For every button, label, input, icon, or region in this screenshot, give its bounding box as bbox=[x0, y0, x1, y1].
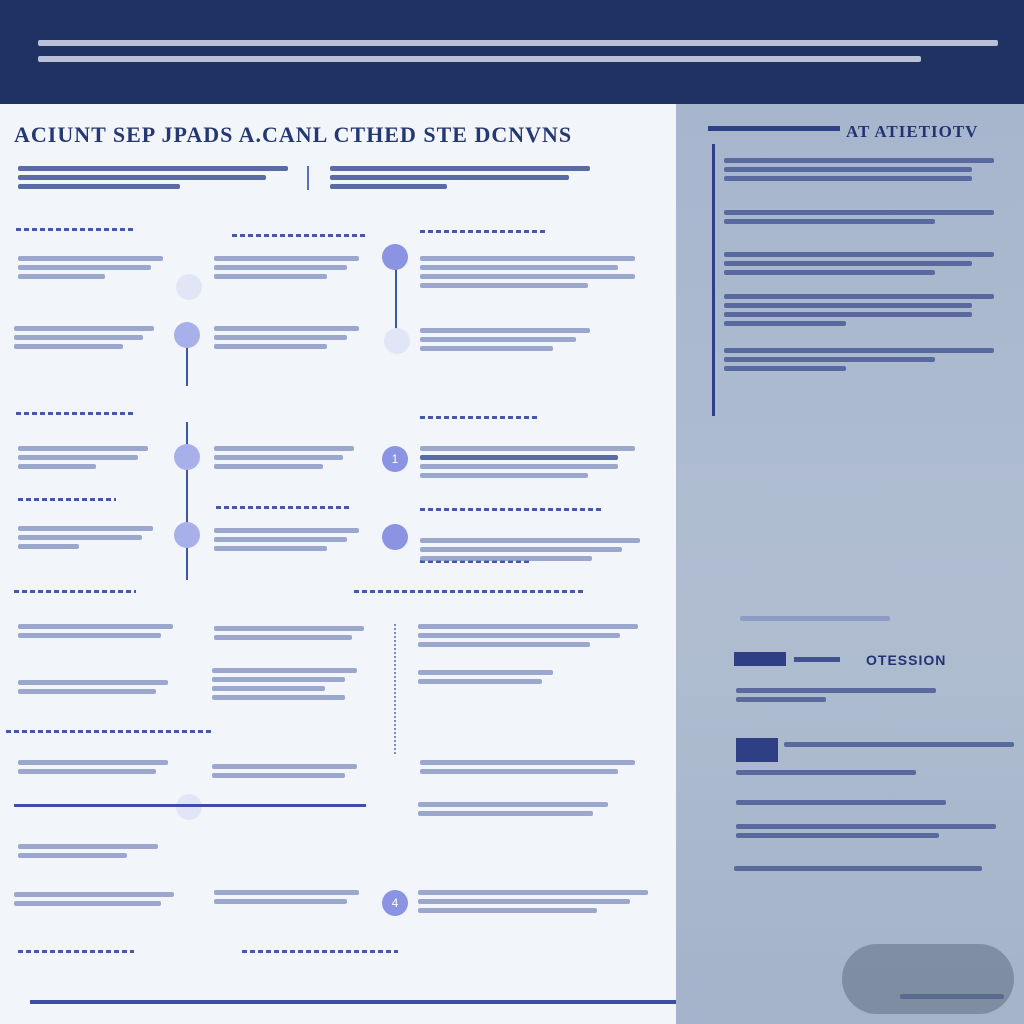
step-text bbox=[18, 844, 158, 858]
top-banner bbox=[0, 0, 1024, 104]
sidebar-paragraph bbox=[736, 688, 936, 702]
page-title: ACIUNT SEP JPADS A.CANL CTHED STE DCNVNS bbox=[14, 122, 573, 147]
step-node: 4 bbox=[382, 890, 408, 916]
sidebar-section-label bbox=[740, 616, 890, 621]
sidebar-paragraph bbox=[724, 158, 994, 181]
step-text bbox=[420, 538, 640, 561]
step-node bbox=[382, 244, 408, 270]
step-text bbox=[214, 326, 359, 349]
step-node bbox=[176, 794, 202, 820]
step-node bbox=[176, 274, 202, 300]
step-text bbox=[214, 626, 364, 640]
sidebar-paragraph bbox=[724, 294, 994, 326]
step-text bbox=[18, 760, 168, 774]
image-thumbnail bbox=[736, 738, 778, 762]
section-heading bbox=[232, 234, 368, 237]
section-heading bbox=[18, 950, 134, 953]
step-text bbox=[18, 526, 153, 549]
watermark-badge bbox=[842, 944, 1014, 1014]
banner-text-lines bbox=[38, 40, 998, 62]
bottom-rule bbox=[30, 1000, 676, 1004]
sidebar-paragraph bbox=[784, 742, 1014, 747]
section-heading bbox=[420, 416, 540, 419]
sidebar-rule bbox=[712, 144, 715, 416]
sidebar-title-prefix bbox=[708, 126, 840, 131]
section-heading bbox=[6, 730, 212, 733]
question-marker bbox=[734, 652, 786, 666]
intro-paragraph-left bbox=[18, 166, 288, 189]
timeline-line bbox=[394, 624, 396, 754]
step-text bbox=[420, 328, 590, 351]
step-text bbox=[418, 670, 553, 684]
step-text bbox=[214, 256, 359, 279]
section-heading bbox=[16, 412, 134, 415]
section-divider bbox=[14, 804, 366, 807]
question-label: OTESSION bbox=[866, 652, 947, 668]
step-text bbox=[18, 446, 148, 469]
step-text bbox=[18, 680, 168, 694]
step-text bbox=[420, 256, 635, 288]
step-text bbox=[18, 624, 173, 638]
step-text bbox=[14, 892, 174, 906]
section-heading bbox=[18, 498, 116, 501]
section-heading bbox=[420, 508, 602, 511]
intro-paragraph-right bbox=[330, 166, 590, 189]
step-text bbox=[418, 624, 638, 647]
step-text bbox=[18, 256, 163, 279]
step-text bbox=[214, 890, 359, 904]
step-node: 1 bbox=[382, 446, 408, 472]
step-text bbox=[212, 668, 357, 700]
sidebar-paragraph bbox=[736, 824, 996, 838]
section-heading bbox=[354, 590, 586, 593]
sidebar-paragraph bbox=[736, 770, 916, 775]
sidebar-paragraph bbox=[724, 252, 994, 275]
step-node bbox=[384, 328, 410, 354]
sidebar-title: AT ATIETIOTV bbox=[846, 122, 979, 141]
sidebar-paragraph bbox=[736, 800, 946, 805]
step-node bbox=[174, 444, 200, 470]
main-panel bbox=[0, 104, 676, 1024]
step-text bbox=[420, 446, 635, 478]
step-text bbox=[212, 764, 357, 778]
step-node bbox=[382, 524, 408, 550]
section-heading bbox=[216, 506, 350, 509]
section-heading bbox=[420, 230, 548, 233]
sidebar bbox=[676, 104, 1024, 1024]
sidebar-paragraph bbox=[724, 210, 994, 224]
sidebar-paragraph bbox=[734, 866, 982, 871]
sidebar-paragraph bbox=[724, 348, 994, 371]
step-node bbox=[174, 322, 200, 348]
question-marker bbox=[794, 657, 840, 662]
step-text bbox=[418, 802, 608, 816]
step-text bbox=[420, 760, 635, 774]
section-heading bbox=[16, 228, 136, 231]
section-heading bbox=[242, 950, 398, 953]
step-text bbox=[418, 890, 648, 913]
step-text bbox=[214, 446, 354, 469]
intro-divider bbox=[307, 166, 309, 190]
step-text bbox=[214, 528, 359, 551]
section-heading bbox=[14, 590, 136, 593]
step-node bbox=[174, 522, 200, 548]
step-text bbox=[14, 326, 154, 349]
